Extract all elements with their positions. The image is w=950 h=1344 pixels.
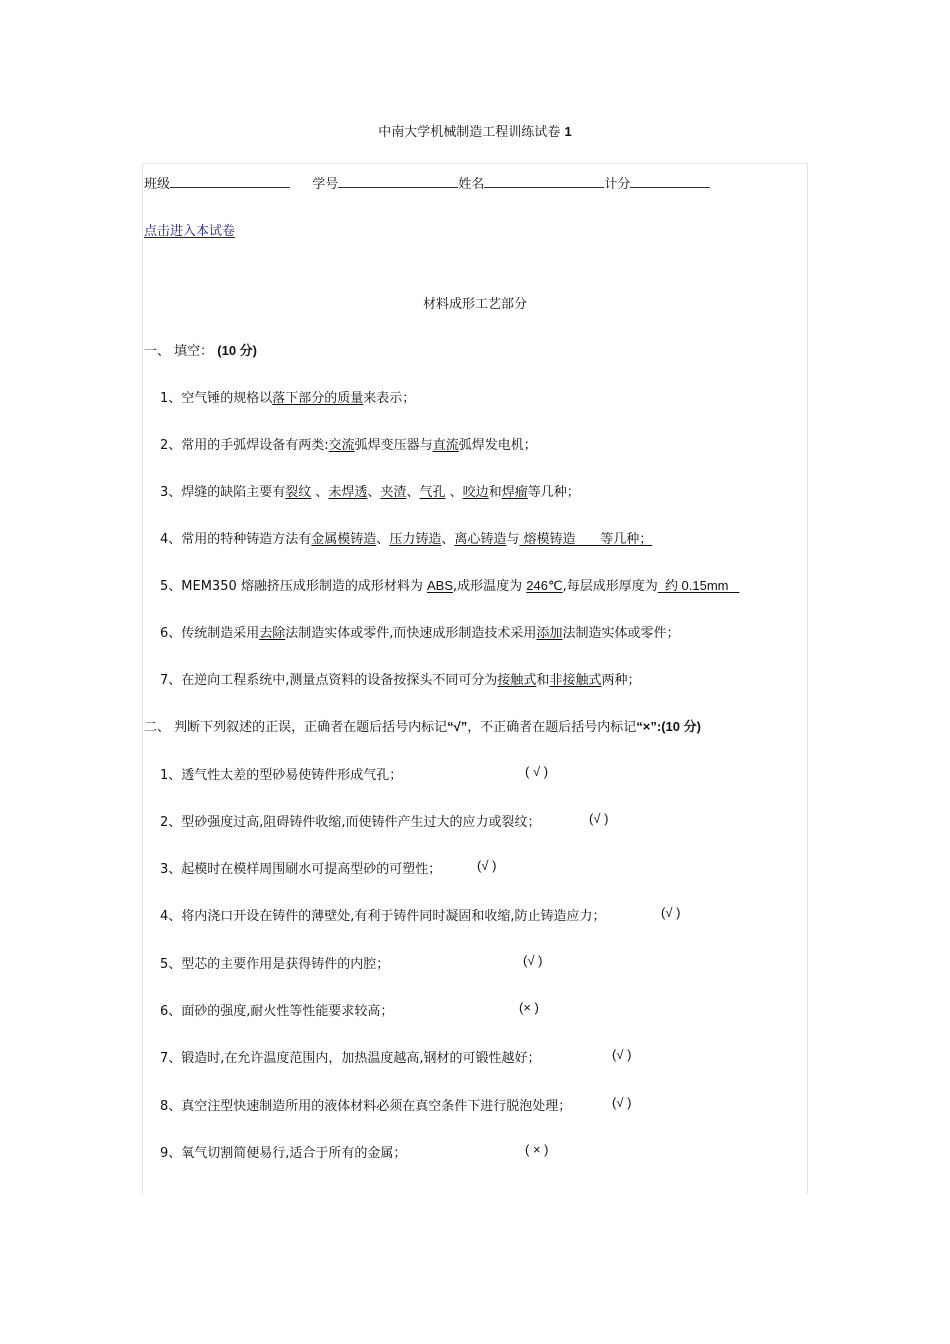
fill-question-5: 5、MEM350 熔融挤压成形制造的成形材料为 ABS,成形温度为 246℃,每层成形厚度为 约 0.15mm [160,578,740,594]
score-blank[interactable] [630,175,710,188]
judge-item: 6、面砂的强度,耐火性等性能要求较高； [160,1004,394,1019]
judge-item: 8、真空注型快速制造所用的液体材料必须在真空条件下进行脱泡处理； [160,1099,572,1114]
student-id-blank[interactable] [338,175,458,188]
judge-item: 3、起模时在模样周围刷水可提高型砂的可塑性； [160,862,442,877]
judge-answer: (√ ) [661,905,681,920]
judge-answer: (√ ) [612,1047,632,1062]
judge-item: 7、锻造时,在允许温度范围内，加热温度越高,钢材的可锻性越好； [160,1051,541,1066]
judge-item: 4、将内浇口开设在铸件的薄壁处,有利于铸件同时凝固和收缩,防止铸造应力； [160,909,606,924]
fill-question-6: 6、传统制造采用去除法制造实体或零件,而快速成形制造技术采用添加法制造实体或零件； [160,626,680,641]
judge-item: 1、透气性太差的型砂易使铸件形成气孔； [160,768,403,783]
enter-exam-link[interactable]: 点击进入本试卷 [144,224,236,239]
document-title: 中南大学机械制造工程训练试卷 1 [378,124,572,140]
fill-question-7: 7、在逆向工程系统中,测量点资料的设备按探头不同可分为接触式和非接触式两种； [160,673,641,688]
name-blank[interactable] [484,175,604,188]
fill-question-1: 1、空气锤的规格以落下部分的质量来表示； [160,391,416,406]
fill-question-3: 3、焊缝的缺陷主要有裂纹 、未焊透、夹渣、气孔 、咬边和焊瘤等几种； [160,485,580,500]
judge-answer: (√ ) [523,953,543,968]
part2-heading: 二、 判断下列叙述的正误，正确者在题后括号内标记“√”，不正确者在题后括号内标记“×”:(10 分) [144,719,701,735]
judge-answer: (√ ) [477,858,497,873]
student-id-label: 学号 [312,177,339,192]
class-blank[interactable] [170,175,290,188]
part1-heading: 一、 填空： (10 分) [144,343,258,359]
judge-item: 5、型芯的主要作用是获得铸件的内腔； [160,957,390,972]
judge-answer: (√ ) [589,811,609,826]
judge-answer: ( √ ) [525,764,549,779]
judge-item: 2、型砂强度过高,阻碍铸件收缩,而使铸件产生过大的应力或裂纹； [160,815,541,830]
fill-question-4: 4、常用的特种铸造方法有金属模铸造、压力铸造、离心铸造与 熔模铸造 等几种； [160,532,653,547]
section-title: 材料成形工艺部分 [422,297,527,312]
judge-answer: (√ ) [612,1095,632,1110]
judge-answer: ( × ) [525,1142,549,1157]
score-label: 计分 [604,177,631,192]
judge-answer: (× ) [519,1000,539,1015]
name-label: 姓名 [458,177,485,192]
judge-item: 9、氧气切割简便易行,适合于所有的金属； [160,1146,407,1161]
class-label: 班级 [144,177,171,192]
header-fields [144,173,710,192]
fill-question-2: 2、常用的手弧焊设备有两类:交流弧焊变压器与直流弧焊发电机； [160,438,537,453]
